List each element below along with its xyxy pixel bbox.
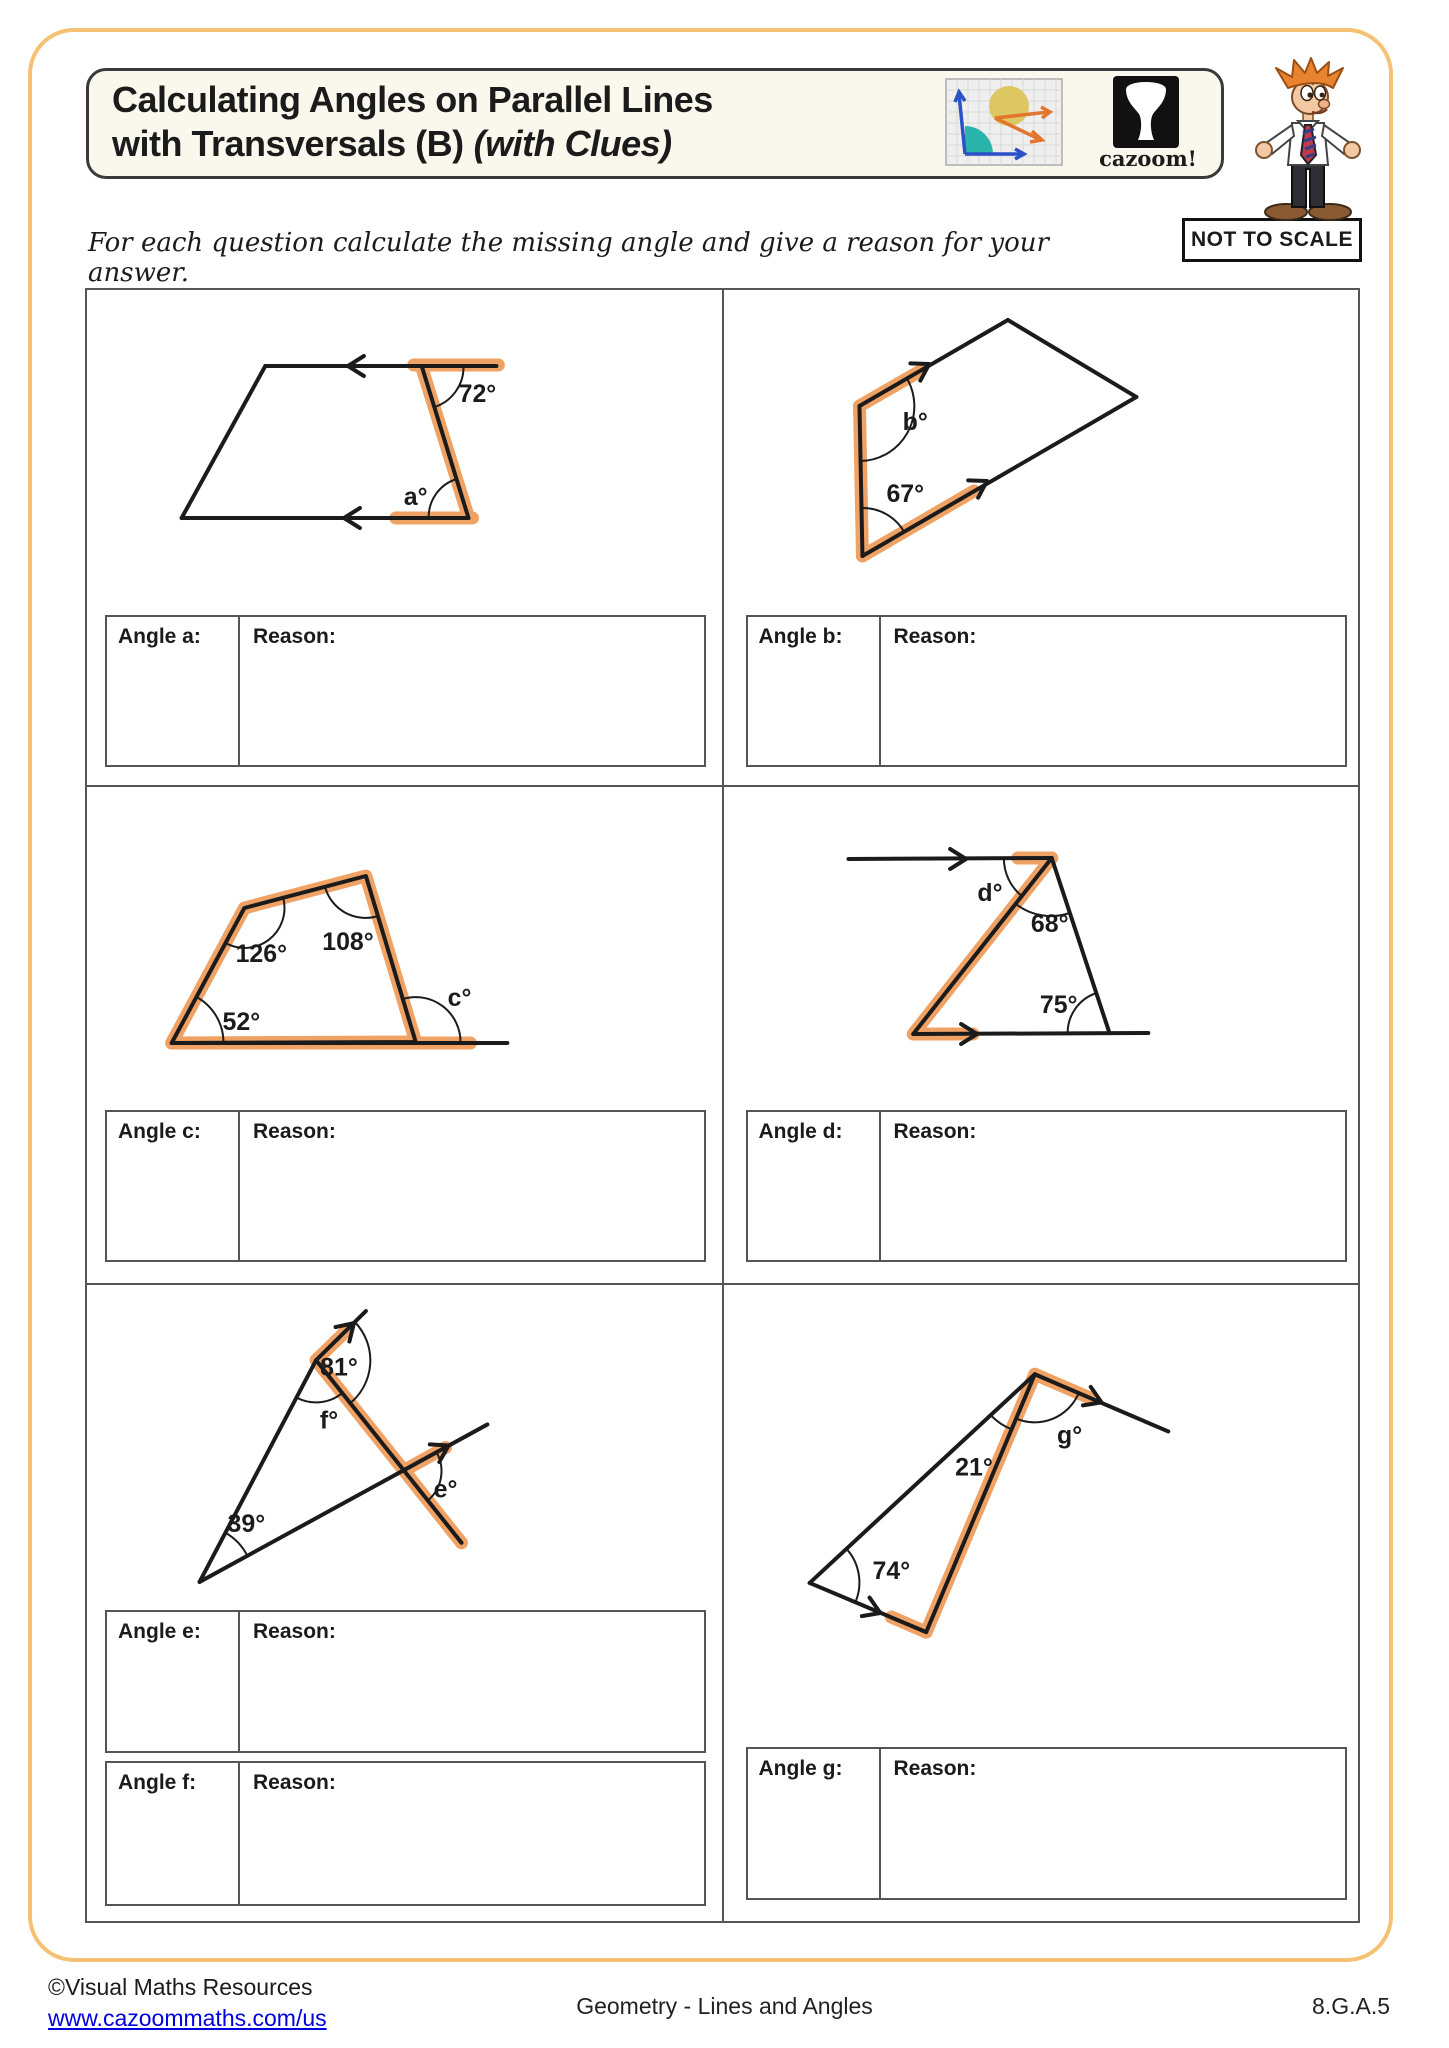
cazoom-logo-icon (1113, 76, 1179, 148)
angle-label: 81° (320, 1353, 358, 1382)
copyright-text: ©Visual Maths Resources (48, 1974, 313, 2000)
answer-table (105, 615, 706, 767)
page-title (112, 78, 713, 166)
angle-label: a° (403, 482, 428, 512)
angle-arc (197, 997, 224, 1043)
angle-label: 126° (235, 939, 288, 969)
answer-table (746, 1747, 1347, 1900)
parallel-mark-icon (344, 356, 364, 528)
answer-table (105, 1761, 706, 1906)
reason-cell: Reason: (253, 1120, 336, 1143)
footer-standard-code: 8.G.A.5 (1312, 1993, 1390, 2019)
angle-label: 108° (322, 927, 374, 957)
angle-label: 74° (872, 1556, 910, 1585)
reason-cell: Reason: (253, 625, 336, 648)
angle-label: 68° (1030, 909, 1069, 939)
angle-cell: Angle e: (107, 1612, 240, 1751)
angle-label: g° (1056, 1421, 1082, 1450)
angle-cell: Angle d: (748, 1112, 881, 1260)
angle-label: e° (433, 1475, 458, 1504)
answer-table (105, 1610, 706, 1753)
angle-label: 39° (227, 1509, 266, 1538)
reason-cell: Reason: (253, 1620, 336, 1643)
website-link[interactable]: www.cazoommaths.com/us (48, 2005, 327, 2031)
answer-table (105, 1110, 706, 1262)
answer-table (746, 1110, 1347, 1262)
answer-table (746, 615, 1347, 767)
title-line-2: with Transversals (B) (with Clues) (112, 123, 672, 164)
angle-cell: Angle g: (748, 1749, 881, 1898)
parallel-mark-icon (336, 1316, 454, 1462)
angle-label: c° (447, 983, 472, 1013)
cazoom-logo-text: cazoom! (1099, 146, 1197, 171)
angle-cell: Angle f: (107, 1763, 240, 1904)
angle-label: d° (976, 878, 1003, 908)
angle-cell: Angle b: (748, 617, 881, 765)
angle-arc (846, 1549, 859, 1602)
clue-highlight (859, 371, 974, 556)
reason-cell: Reason: (893, 1120, 977, 1143)
parallel-mark-icon (950, 849, 977, 1044)
footer-topic: Geometry - Lines and Angles (576, 1993, 873, 2019)
mascot-character (1248, 57, 1368, 222)
reason-cell: Reason: (253, 1771, 336, 1794)
question-panel-d (724, 787, 1359, 1283)
angles-picture-icon (945, 78, 1063, 166)
angle-arc (296, 1393, 342, 1402)
reason-cell: Reason: (893, 1757, 977, 1780)
question-panel-g (724, 1285, 1359, 1921)
question-panel-ef (87, 1285, 722, 1921)
angle-label: 67° (885, 479, 924, 509)
angle-cell: Angle c: (107, 1112, 240, 1260)
angle-label: 52° (222, 1007, 261, 1037)
instruction-text: For each question calculate the missing angle and give a reason for your answer. (88, 228, 1049, 288)
title-suffix: (with Clues) (473, 123, 672, 164)
angle-label: 72° (458, 379, 497, 409)
angle-label: f° (319, 1406, 339, 1435)
question-panel-c (87, 787, 722, 1283)
clue-highlight (891, 1374, 1088, 1632)
angle-label: 75° (1039, 990, 1078, 1020)
angle-cell: Angle a: (107, 617, 240, 765)
not-to-scale-badge: NOT TO SCALE (1182, 218, 1362, 262)
title-line-1: Calculating Angles on Parallel Lines (112, 79, 713, 120)
angle-label: b° (902, 407, 928, 437)
reason-cell: Reason: (893, 625, 977, 648)
question-panel-b (724, 290, 1359, 785)
question-grid (85, 288, 1360, 1923)
angle-label: 21° (954, 1453, 993, 1482)
question-panel-a (87, 290, 722, 785)
